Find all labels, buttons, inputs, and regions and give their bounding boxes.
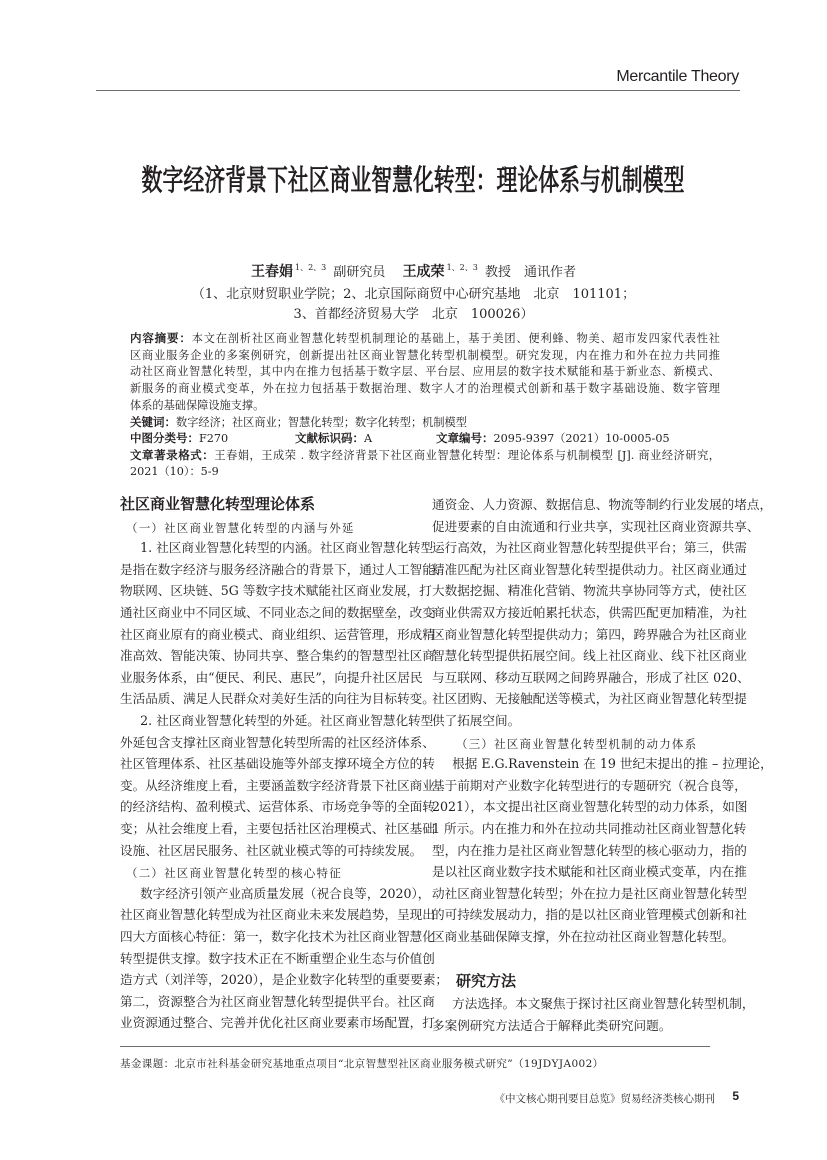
article-no-value: 2095-9397（2021）10-0005-05 — [493, 432, 670, 445]
author-role: 副研究员 — [333, 265, 386, 280]
paragraph-line: 的可持续发展动力，指的是以社区商业管理模式创新和社 — [432, 907, 747, 923]
article-title-text: 数字经济背景下社区商业智慧化转型：理论体系与机制模型 — [142, 165, 685, 197]
paragraph-line: 四大方面核心特征：第一，数字化技术为社区商业智慧化 — [120, 929, 435, 944]
paragraph-line: 多案例研究方法适合于解释此类研究问题。 — [432, 1017, 672, 1033]
paragraph-line: 造方式（刘洋等，2020），是企业数字化转型的重要要素； — [120, 972, 449, 988]
paragraph-line: 社区商业原有的商业模式、商业组织、运营管理，形成精 — [120, 626, 435, 642]
abstract-line: 区商业服务企业的多案例研究，创新提出社区商业智慧化转型机制模型。研究发现，内在推力和外在拉力共同推 — [130, 349, 720, 362]
paragraph-line: 基于前期对产业数字化转型进行的专题研究（祝合良等， — [432, 777, 747, 793]
paragraph-line: 智慧化转型提供拓展空间。线上社区商业、线下社区商业 — [432, 648, 747, 664]
paragraph-line: 准高效、智能决策、协同共享、整合集约的智慧型社区商 — [120, 648, 435, 664]
section-heading: 社区商业智慧化转型理论体系 — [120, 496, 316, 513]
classification-line — [130, 430, 720, 446]
subsection-heading: （二）社区商业智慧化转型的核心特征 — [126, 866, 342, 881]
paragraph-line: 数字经济引领产业高质量发展（祝合良等，2020）， — [140, 885, 431, 901]
article-no-label: 文章编号： — [436, 433, 494, 445]
paragraph-line: 与互联网、移动互联网之间跨界融合，形成了社区 020、 — [432, 669, 750, 685]
page-number: 5 — [732, 1089, 739, 1103]
paragraph-line: 动社区商业智慧化转型；外在拉力是社区商业智慧化转型 — [432, 885, 747, 901]
paragraph-line: 是指在数字经济与服务经济融合的背景下，通过人工智能、 — [120, 561, 448, 577]
affiliation-line: 3、首都经济贸易大学 北京 100026） — [293, 307, 534, 322]
paragraph-line: 外延包含支撑社区商业智慧化转型所需的社区经济体系、 — [120, 734, 435, 750]
paragraph-line: 的经济结构、盈利模式、运营体系、市场竞争等的全面转 — [120, 799, 435, 815]
paragraph-line: 设施、社区居民服务、社区就业模式等的可持续发展。 — [120, 842, 423, 858]
doc-code-label: 文献标识码： — [295, 433, 364, 445]
paragraph-line: 是以社区商业数字技术赋能和社区商业模式变革，内在推 — [432, 864, 747, 880]
clc-value: F270 — [199, 432, 229, 445]
paragraph-line: 促进要素的自由流通和行业共享，实现社区商业资源共享、 — [432, 518, 760, 534]
paragraph-line: 社区团购、无接触配送等模式，为社区商业智慧化转型提 — [432, 691, 747, 707]
paragraph-line: 区商业基础保障支撑，外在拉动社区商业智慧化转型。 — [432, 929, 735, 944]
paragraph-line: 运行高效，为社区商业智慧化转型提供平台；第三，供需 — [432, 540, 747, 556]
keywords: 数字经济；社区商业；智慧化转型；数字化转型；机制模型 — [176, 416, 467, 429]
author-affiliation-marks: 1、2、3 — [446, 263, 478, 272]
author-name: 王春娟 — [250, 263, 293, 279]
author-name: 王成荣 — [402, 263, 445, 279]
paragraph-line: 第二，资源整合为社区商业智慧化转型提供平台。社区商 — [120, 993, 435, 1009]
abstract-line — [130, 330, 720, 346]
paragraph-line: 通社区商业中不同区域、不同业态之间的数据壁垒，改变 — [120, 605, 435, 620]
running-head: Mercantile Theory — [616, 68, 739, 85]
subsection-heading: （三）社区商业智慧化转型机制的动力体系 — [456, 736, 698, 751]
paragraph-line: 商业供需双方接近帕累托状态，供需匹配更加精准，为社 — [432, 605, 747, 620]
abstract-line: 动社区商业智慧化转型，其中内在推力包括基于数字层、平台层、应用层的数字技术赋能和基于新业态、新模式、 — [130, 365, 720, 378]
abstract-line: 新服务的商业模式变革，外在拉力包括基于数据治理、数字人才的治理模式创新和基于数字基础设施、数字管理 — [130, 382, 720, 395]
paragraph-line: 转型提供支撑。数字技术正在不断重塑企业生态与价值创 — [120, 950, 435, 966]
citation-line: 2021（10）：5-9 — [130, 465, 219, 478]
paragraph-line: 2. 社区商业智慧化转型的外延。社区商业智慧化转型 — [140, 713, 434, 728]
author-affiliation-marks: 1、2、3 — [294, 263, 327, 272]
paragraph-line: 生活品质、满足人民群众对美好生活的向往为目标转变。 — [120, 691, 435, 707]
paragraph-line: 大数据挖掘、精准化营销、物流共享协同等方式，使社区 — [432, 583, 747, 599]
clc-label: 中图分类号： — [130, 433, 199, 445]
paragraph-line: 1 所示。内在推力和外在拉动共同推动社区商业智慧化转 — [432, 821, 747, 836]
header-rule — [96, 90, 740, 91]
author-role: 教授 通讯作者 — [484, 265, 576, 280]
citation-line — [130, 447, 720, 463]
paragraph-line: 业服务体系，由“便民、利民、惠民”，向提升社区居民 — [120, 669, 423, 685]
keywords-line — [130, 414, 720, 430]
subsection-heading: （一）社区商业智慧化转型的内涵与外延 — [126, 520, 355, 535]
author-line — [0, 261, 827, 281]
paragraph-line: 业资源通过整合、完善并优化社区商业要素市场配置，打 — [120, 1015, 435, 1031]
footnote-rule — [120, 1046, 710, 1047]
paragraph-line: 物联网、区块链、5G 等数字技术赋能社区商业发展，打 — [120, 583, 432, 599]
citation-text: 王春娟，王成荣 . 数字经济背景下社区商业智慧化转型：理论体系与机制模型 [J]. 商业经济研究， — [214, 449, 720, 462]
paragraph-line: 2021），本文提出社区商业智慧化转型的动力体系，如图 — [432, 799, 748, 815]
paragraph-line: 方法选择。本文聚焦于探讨社区商业智慧化转型机制， — [452, 995, 755, 1011]
doc-code-value: A — [364, 432, 373, 445]
fund-footnote: 基金课题：北京市社科基金研究基地重点项目“北京智慧型社区商业服务模式研究”（19JDYJA002） — [120, 1058, 604, 1070]
paragraph-line: 精准匹配为社区商业智慧化转型提供动力。社区商业通过 — [432, 561, 747, 577]
abstract-label: 内容摘要： — [130, 333, 192, 345]
paragraph-line: 根据 E.G.Ravenstein 在 19 世纪末提出的推 – 拉理论， — [452, 756, 773, 772]
keywords-label: 关键词： — [130, 417, 176, 429]
paragraph-line: 变；从社会维度上看，主要包括社区治理模式、社区基础 — [120, 821, 435, 836]
paragraph-line: 区商业智慧化转型提供动力；第四，跨界融合为社区商业 — [432, 626, 747, 642]
footer-journal-label: 《中文核心期刊要目总览》贸易经济类核心期刊 — [494, 1093, 715, 1105]
paragraph-line: 通资金、人力资源、数据信息、物流等制约行业发展的堵点， — [432, 497, 773, 512]
abstract-line: 体系的基础保障设施支撑。 — [130, 399, 265, 412]
paragraph-line: 型，内在推力是社区商业智慧化转型的核心驱动力，指的 — [432, 842, 747, 858]
paragraph-line: 1. 社区商业智慧化转型的内涵。社区商业智慧化转型 — [140, 540, 434, 556]
paragraph-line: 社区管理体系、社区基础设施等外部支撑环境全方位的转 — [120, 756, 435, 772]
abstract-text: 本文在剖析社区商业智慧化转型机制理论的基础上，基于美团、便利蜂、物美、超市发四家代表性社 — [191, 332, 720, 345]
article-title — [0, 158, 827, 199]
section-heading: 研究方法 — [456, 973, 517, 991]
paragraph-line: 社区商业智慧化转型成为社区商业未来发展趋势，呈现出 — [120, 907, 435, 923]
paragraph-line: 供了拓展空间。 — [432, 713, 521, 728]
citation-label: 文章著录格式： — [130, 450, 215, 462]
affiliation-line: （1、北京财贸职业学院；2、北京国际商贸中心研究基地 北京 101101； — [191, 287, 636, 302]
paragraph-line: 变。从经济维度上看，主要涵盖数字经济背景下社区商业 — [120, 777, 435, 793]
